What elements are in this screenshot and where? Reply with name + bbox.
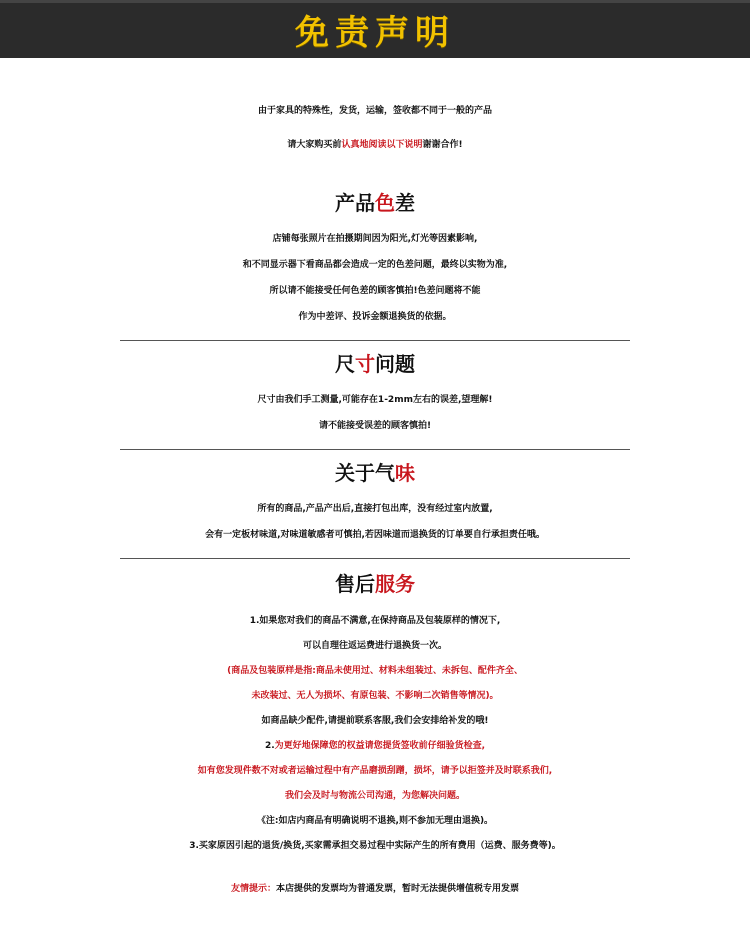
- title-prefix: 关于气: [335, 461, 395, 485]
- divider: [120, 558, 630, 559]
- text-line: 会有一定板材味道,对味道敏感者可慎拍,若因味道而退换货的订单要自行承担责任哦。: [205, 530, 545, 540]
- intro-suffix: 谢谢合作!: [422, 140, 463, 150]
- text-line: 和不同显示器下看商品都会造成一定的色差问题，最终以实物为准,: [242, 260, 508, 270]
- title-prefix: 尺: [335, 352, 355, 376]
- divider: [120, 340, 630, 341]
- service-line: 我们会及时与物流公司沟通，为您解决问题。: [284, 791, 465, 801]
- service-line: 3.买家原因引起的退货/换货,买家需承担交易过程中实际产生的所有费用（运费、服务费等)。: [189, 841, 561, 851]
- title-highlight: 服务: [375, 572, 415, 596]
- line-prefix: 2.: [264, 741, 275, 751]
- service-line: 《注:如店内商品有明确说明不退换,则不参加无理由退换)。: [256, 816, 494, 826]
- section-title-service: [0, 569, 750, 599]
- title-highlight: 寸: [355, 352, 375, 376]
- tip-label: 友情提示：: [230, 884, 276, 894]
- text-line: 作为中差评、投诉金额退换货的依据。: [298, 312, 452, 322]
- title-prefix: 产品: [335, 191, 375, 215]
- friendly-tip: [0, 881, 750, 894]
- service-line: 如商品缺少配件,请提前联系客服,我们会安排给补发的哦!: [261, 716, 489, 726]
- service-line: 未改装过、无人为损坏、有原包装、不影响二次销售等情况)。: [251, 691, 499, 701]
- title-highlight: 味: [395, 461, 415, 485]
- section-body-color-diff: [0, 226, 750, 330]
- intro-prefix: 请大家购买前: [287, 140, 342, 150]
- service-line: 可以自理往返运费进行退换货一次。: [302, 641, 447, 651]
- text-line: 尺寸由我们手工测量,可能存在1-2mm左右的误差,望理解!: [257, 395, 493, 405]
- service-line: [0, 734, 750, 759]
- header-banner: [0, 0, 750, 58]
- intro-line-1: 由于家具的特殊性，发货，运输，签收都不同于一般的产品: [257, 106, 492, 116]
- banner-title: 免责声明: [295, 12, 455, 53]
- service-line: 如有您发现件数不对或者运输过程中有产品磨损刮蹭，损坏，请予以拒签并及时联系我们,: [197, 766, 553, 776]
- text-line: 请不能接受误差的顾客慎拍!: [318, 421, 432, 431]
- line-highlight: 为更好地保障您的权益请您提货签收前仔细验货检查,: [274, 741, 486, 751]
- title-suffix: 差: [395, 191, 415, 215]
- section-body-smell: [0, 496, 750, 548]
- text-line: 所以请不能接受任何色差的顾客慎拍!色差问题将不能: [269, 286, 481, 296]
- intro: [0, 94, 750, 162]
- intro-line-2: [0, 128, 750, 162]
- section-title-size: [0, 349, 750, 379]
- tip-text: 本店提供的发票均为普通发票，暂时无法提供增值税专用发票: [276, 884, 520, 894]
- service-line: 1.如果您对我们的商品不满意,在保持商品及包装原样的情况下,: [249, 616, 501, 626]
- divider: [120, 449, 630, 450]
- section-title-color-diff: [0, 188, 750, 218]
- intro-highlight: 认真地阅读以下说明: [341, 140, 423, 150]
- title-highlight: 色: [375, 191, 395, 215]
- title-suffix: 问题: [375, 352, 415, 376]
- section-body-size: [0, 387, 750, 439]
- section-body-service: [0, 609, 750, 859]
- service-line: (商品及包装原样是指:商品未使用过、材料未组装过、未拆包、配件齐全、: [227, 666, 523, 676]
- text-line: 店铺每张照片在拍摄期间因为阳光,灯光等因素影响,: [272, 234, 478, 244]
- title-prefix: 售后: [335, 572, 375, 596]
- text-line: 所有的商品,产品产出后,直接打包出库，没有经过室内放置,: [257, 504, 493, 514]
- section-title-smell: [0, 458, 750, 488]
